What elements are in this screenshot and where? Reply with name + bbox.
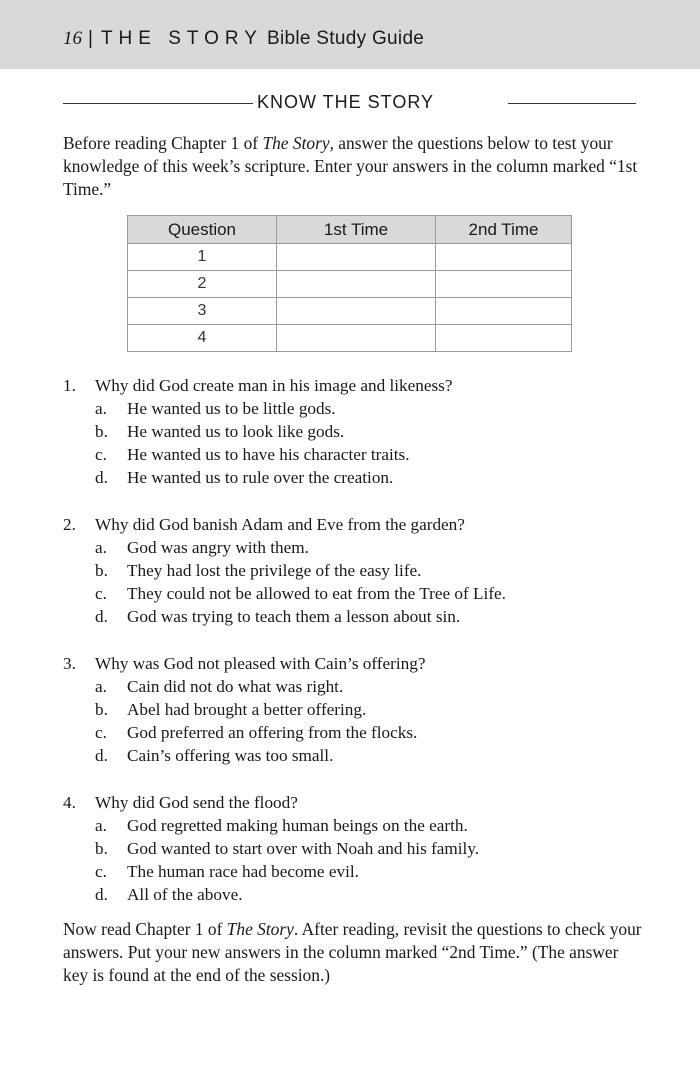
table-header-row (128, 216, 572, 244)
page-number: 16 (63, 28, 82, 49)
answer-option (63, 420, 663, 443)
answer-option (63, 675, 663, 698)
question-stem (63, 513, 663, 536)
option-letter: c. (95, 723, 107, 743)
answer-option (63, 466, 663, 489)
answer-option (63, 814, 663, 837)
column-header-question: Question (128, 216, 277, 244)
second-time-answer-cell[interactable] (436, 325, 572, 352)
answer-option (63, 744, 663, 767)
first-time-answer-cell[interactable] (277, 271, 436, 298)
question-4 (63, 791, 663, 906)
header-separator: | (88, 28, 93, 49)
answer-option (63, 721, 663, 744)
option-text: Cain did not do what was right. (127, 677, 344, 697)
second-time-answer-cell[interactable] (436, 271, 572, 298)
running-head (63, 28, 424, 50)
option-text: God was trying to teach them a lesson about sin. (127, 607, 461, 627)
answer-option (63, 837, 663, 860)
heading-rule-left (63, 103, 253, 104)
question-1 (63, 374, 663, 489)
option-text: Abel had brought a better offering. (127, 700, 367, 720)
first-time-answer-cell[interactable] (277, 298, 436, 325)
option-text: Cain’s offering was too small. (127, 746, 334, 766)
option-text: The human race had become evil. (127, 862, 359, 882)
heading-rule-right (508, 103, 636, 104)
question-stem (63, 652, 663, 675)
answer-option (63, 582, 663, 605)
table-row (128, 271, 572, 298)
answer-option (63, 605, 663, 628)
table-row (128, 244, 572, 271)
option-text: God regretted making human beings on the earth. (127, 816, 468, 836)
answer-option (63, 443, 663, 466)
table-row (128, 325, 572, 352)
first-time-answer-cell[interactable] (277, 244, 436, 271)
option-text: He wanted us to be little gods. (127, 399, 336, 419)
answer-option (63, 397, 663, 420)
outro-paragraph (63, 918, 643, 987)
answer-option (63, 860, 663, 883)
option-letter: d. (95, 885, 108, 905)
option-text: He wanted us to have his character traits. (127, 445, 410, 465)
intro-text-1: Before reading Chapter 1 of (63, 133, 263, 153)
answer-option (63, 698, 663, 721)
option-letter: c. (95, 862, 107, 882)
answer-option (63, 883, 663, 906)
outro-book-title: The Story (226, 919, 294, 939)
section-heading (63, 92, 636, 116)
question-stem (63, 791, 663, 814)
question-text: Why did God banish Adam and Eve from the garden? (95, 515, 465, 534)
option-letter: c. (95, 445, 107, 465)
answer-option (63, 536, 663, 559)
question-number-cell: 4 (128, 325, 277, 352)
question-number: 1. (63, 376, 76, 395)
book-brand: THE STORY (100, 28, 263, 49)
option-text: They could not be allowed to eat from the Tree of Life. (127, 584, 506, 604)
book-subtitle: Bible Study Guide (266, 28, 425, 49)
table-row (128, 298, 572, 325)
page-header (0, 0, 700, 69)
second-time-answer-cell[interactable] (436, 298, 572, 325)
question-number: 2. (63, 515, 76, 534)
intro-book-title: The Story (262, 133, 330, 153)
answer-table (127, 215, 572, 352)
second-time-answer-cell[interactable] (436, 244, 572, 271)
option-letter: a. (95, 538, 107, 558)
question-number-cell: 1 (128, 244, 277, 271)
question-number-cell: 2 (128, 271, 277, 298)
intro-text-2: , answer the questions below to test your knowledge of this week’s scripture. Enter your answers in the column marked “1st Time.” (63, 133, 638, 199)
intro-paragraph (63, 132, 643, 201)
option-letter: b. (95, 700, 108, 720)
question-number: 3. (63, 654, 76, 673)
option-letter: d. (95, 607, 108, 627)
option-text: God preferred an offering from the flocks. (127, 723, 418, 743)
option-text: God was angry with them. (127, 538, 309, 558)
question-text: Why did God send the flood? (95, 793, 298, 812)
option-letter: b. (95, 561, 108, 581)
section-title: KNOW THE STORY (257, 92, 435, 112)
option-text: God wanted to start over with Noah and his family. (127, 839, 480, 859)
option-letter: a. (95, 816, 107, 836)
question-stem (63, 374, 663, 397)
option-letter: a. (95, 399, 107, 419)
option-text: He wanted us to rule over the creation. (127, 468, 394, 488)
first-time-answer-cell[interactable] (277, 325, 436, 352)
question-text: Why was God not pleased with Cain’s offering? (95, 654, 426, 673)
question-3 (63, 652, 663, 767)
column-header-1st-time: 1st Time (277, 216, 436, 244)
outro-text-1: Now read Chapter 1 of (63, 919, 227, 939)
option-letter: a. (95, 677, 107, 697)
question-2 (63, 513, 663, 628)
option-letter: d. (95, 468, 108, 488)
option-letter: d. (95, 746, 108, 766)
question-text: Why did God create man in his image and likeness? (95, 376, 453, 395)
column-header-2nd-time: 2nd Time (436, 216, 572, 244)
outro-text-2: . After reading, revisit the questions to check your answers. Put your new answers in the column marked “2nd Time.” (The answer key is found at the end of the session.) (63, 919, 642, 985)
option-text: He wanted us to look like gods. (127, 422, 345, 442)
option-text: All of the above. (127, 885, 243, 905)
option-letter: b. (95, 839, 108, 859)
option-text: They had lost the privilege of the easy life. (127, 561, 422, 581)
option-letter: b. (95, 422, 108, 442)
question-number-cell: 3 (128, 298, 277, 325)
option-letter: c. (95, 584, 107, 604)
question-number: 4. (63, 793, 76, 812)
answer-option (63, 559, 663, 582)
